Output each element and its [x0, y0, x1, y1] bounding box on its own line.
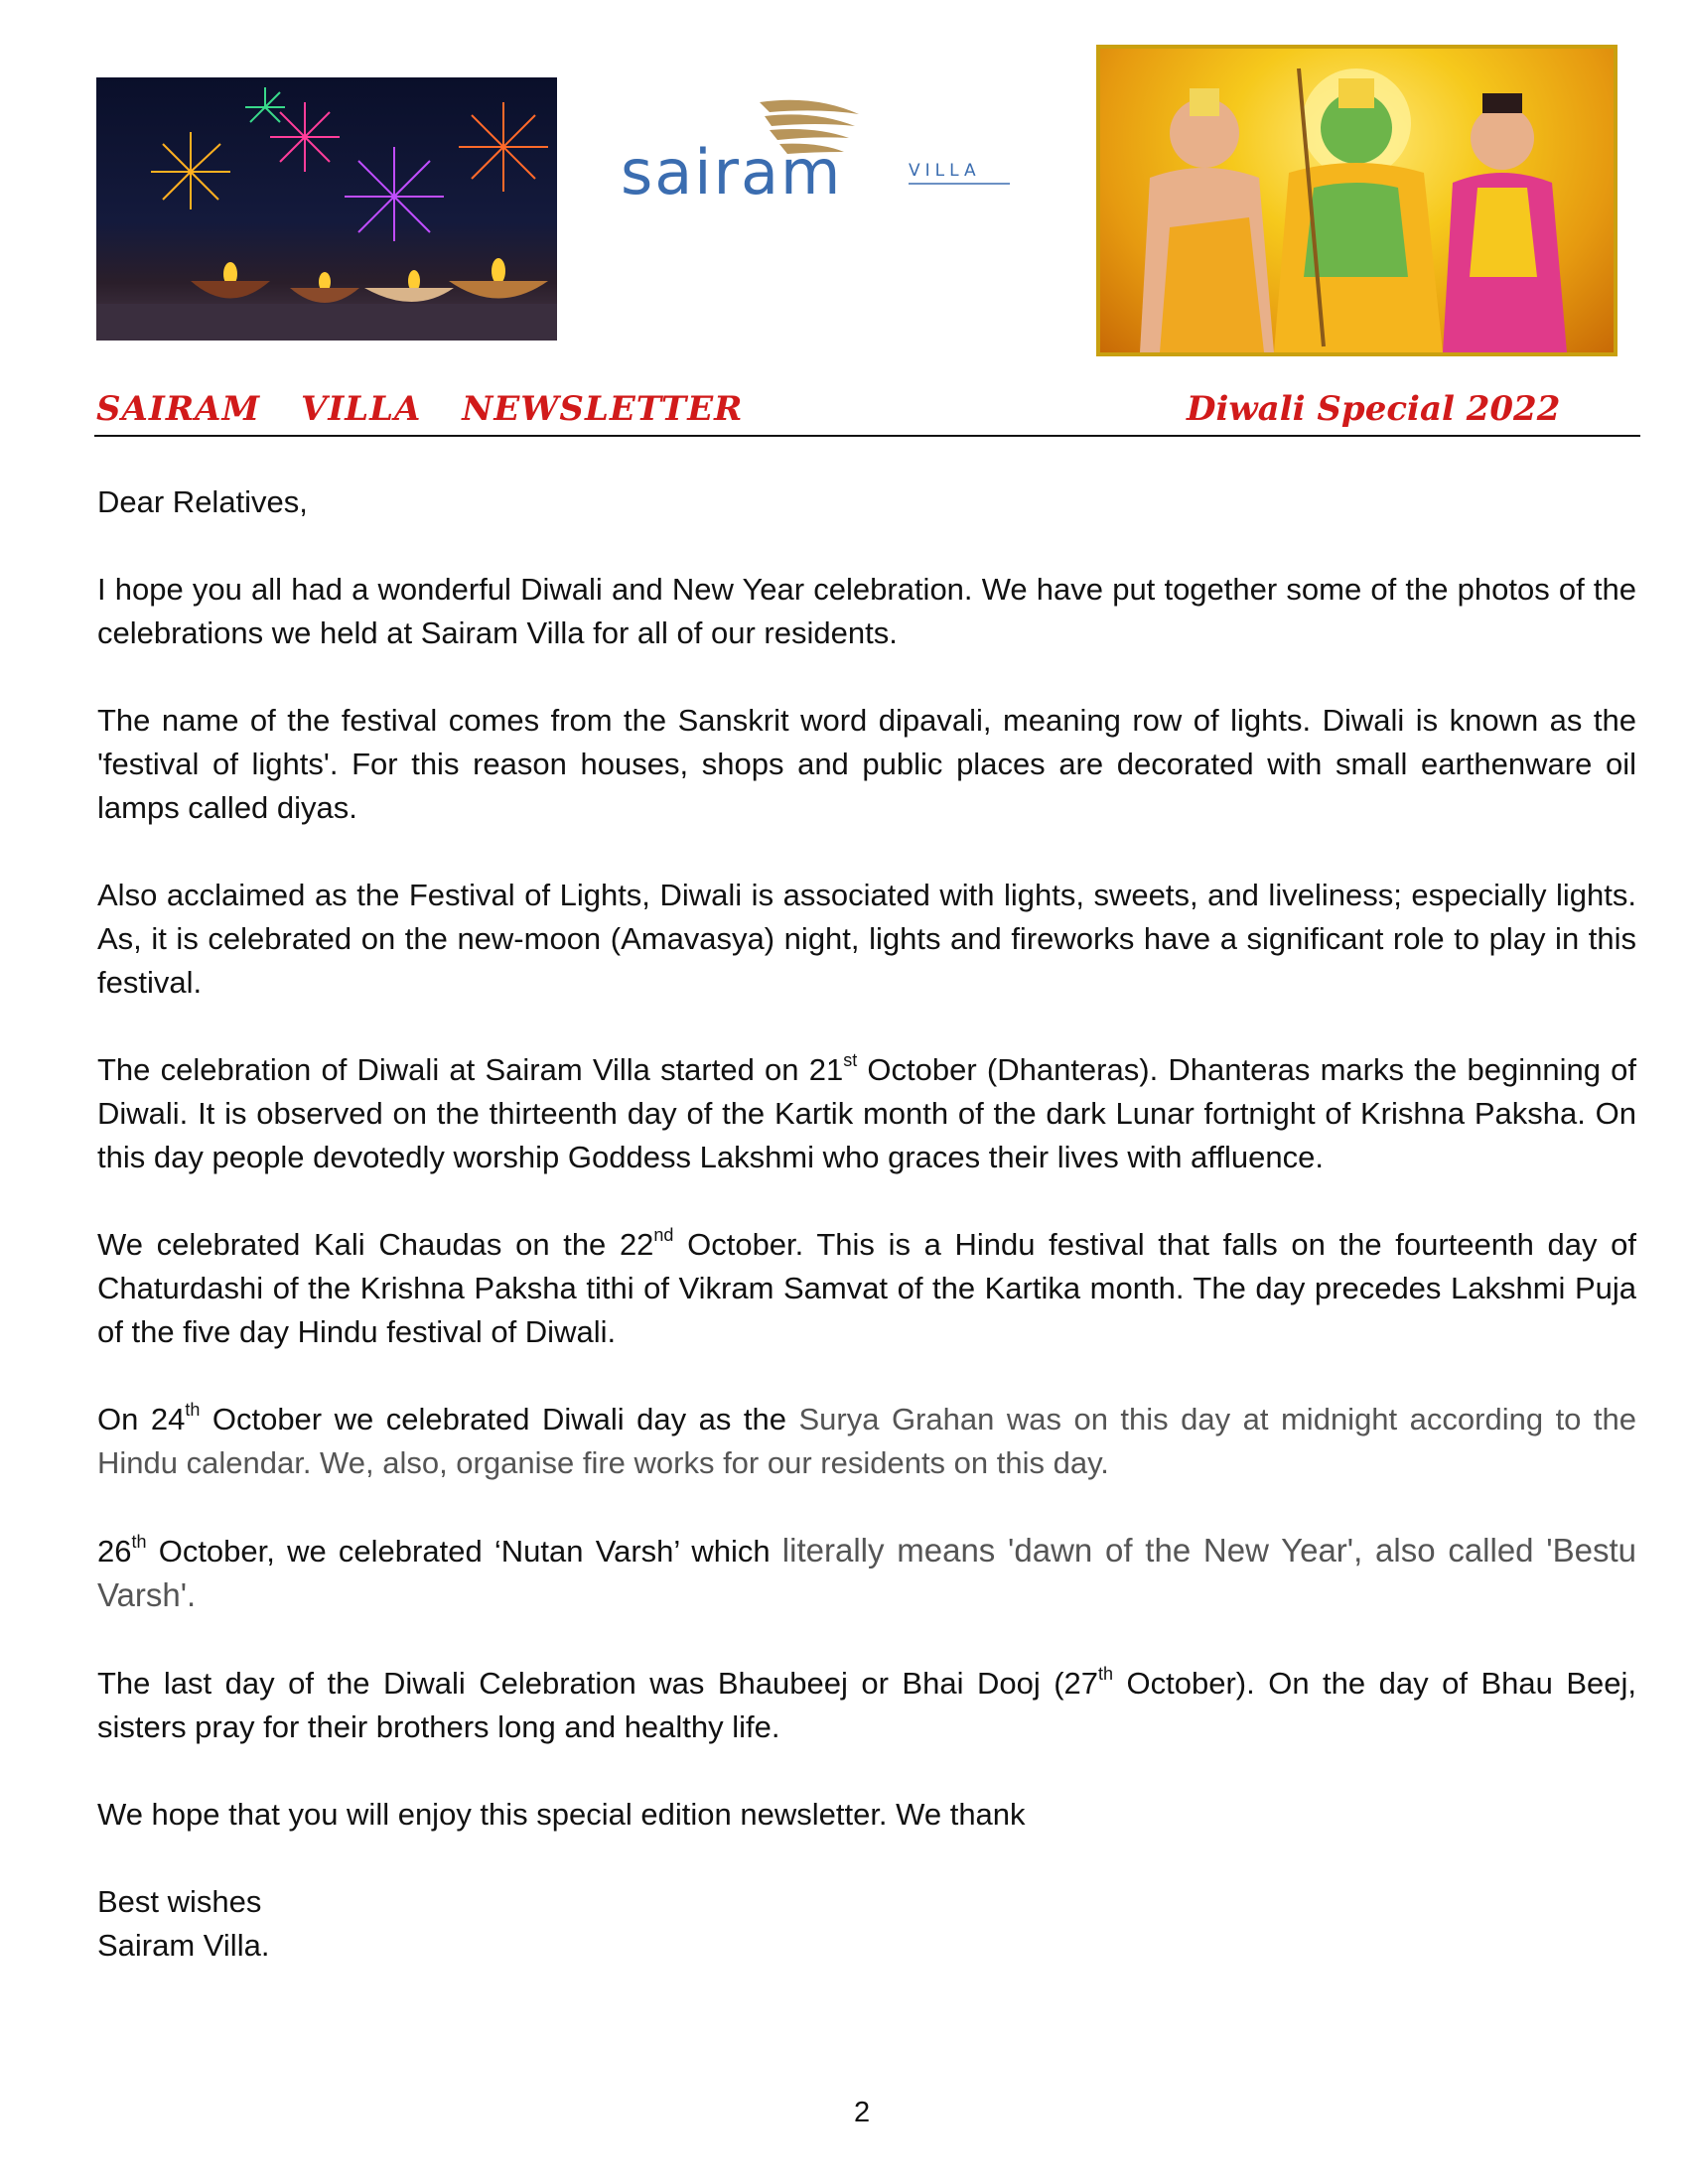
paragraph-kali-chaudas: We celebrated Kali Chaudas on the 22nd October. This is a Hindu festival that falls on the fourteenth day of Chaturdashi of the Krishna Paksha tithi of Vikram Samvat of the Kartika month. The day precedes Lakshmi Puja of the five day Hindu festival of Diwali. [97, 1224, 1636, 1349]
paragraph-intro: I hope you all had a wonderful Diwali and New Year celebration. We have put together some of the photos of the celebrations we held at Sairam Villa for all of our residents. [97, 572, 1636, 650]
paragraph-nutan-varsh: 26th October, we celebrated ‘Nutan Varsh’ which literally means 'dawn of the New Year', also called 'Bestu Varsh'. [97, 1531, 1636, 1613]
greeting: Dear Relatives, [97, 484, 308, 519]
edition-title: Diwali Special 2022 [1187, 389, 1561, 429]
newsletter-title: SAIRAM VILLA NEWSLETTER [96, 389, 744, 429]
letter-body [97, 480, 1636, 1968]
paragraph-diwali-day: On 24th October we celebrated Diwali day as the Surya Grahan was on this day at midnight according to the Hindu calendar. We, also, organise fire works for our residents on this day. [97, 1399, 1637, 1480]
paragraph-thanks: We hope that you will enjoy this special edition newsletter. We thank [97, 1797, 1026, 1832]
logo-text: sairam [621, 136, 843, 208]
fireworks-diyas-image [96, 77, 557, 341]
paragraph-bhai-dooj: The last day of the Diwali Celebration was Bhaubeej or Bhai Dooj (27th October). On the day of Bhau Beej, sisters pray for their brothers long and healthy life. [97, 1663, 1636, 1744]
header-divider [94, 435, 1640, 437]
sairam-villa-logo [621, 94, 1018, 213]
closing-signature: Sairam Villa. [97, 1928, 270, 1963]
ram-lakshman-sita-image [1096, 45, 1618, 356]
page-number: 2 [854, 2097, 871, 2128]
paragraph-festival-of-lights: Also acclaimed as the Festival of Lights, Diwali is associated with lights, sweets, and liveliness; especially lights. As, it is celebrated on the new-moon (Amavasya) night, lights and fireworks have a significant role to play in this festival. [97, 878, 1636, 1000]
closing-wishes: Best wishes [97, 1884, 262, 1919]
paragraph-dhanteras: The celebration of Diwali at Sairam Villa started on 21st October (Dhanteras). Dhanteras marks the beginning of Diwali. It is observed on the thirteenth day of the Kartik month of the dark Lunar fortnight of Krishna Paksha. On this day people devotedly worship Goddess Lakshmi who graces their lives with affluence. [97, 1049, 1636, 1174]
paragraph-name-origin: The name of the festival comes from the Sanskrit word dipavali, meaning row of lights. Diwali is known as the 'festival of lights'. For this reason houses, shops and public places are decorated with small earthenware oil lamps called diyas. [97, 703, 1636, 825]
logo-subtext: VILLA [909, 161, 981, 181]
